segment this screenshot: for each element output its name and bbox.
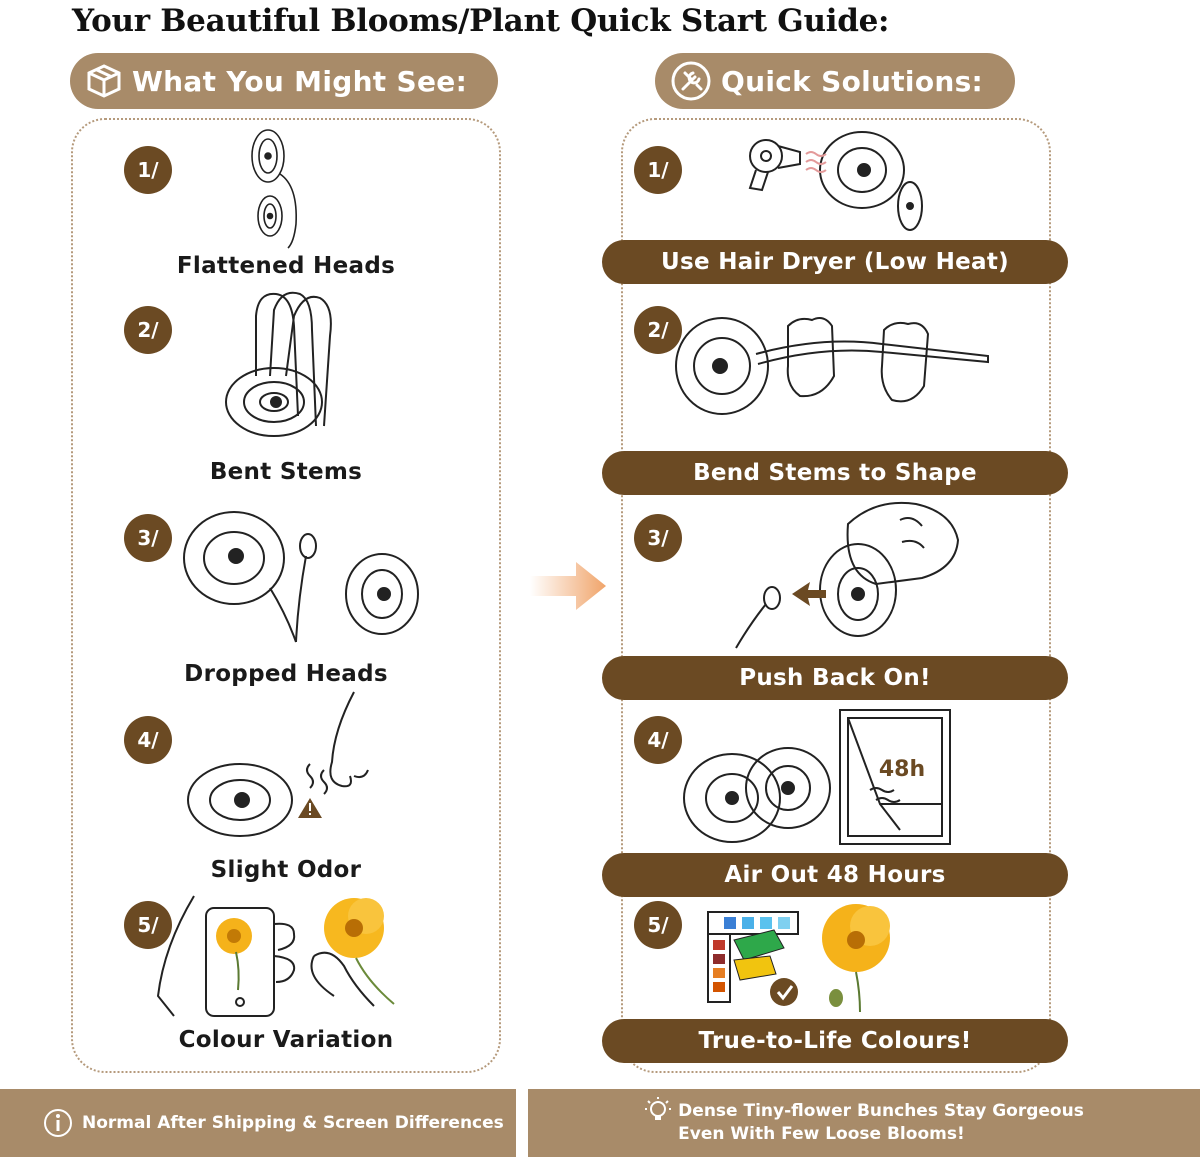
heat-waves-icon <box>806 152 826 172</box>
flattened-flower-icon <box>240 124 310 250</box>
solution-label-2: Bend Stems to Shape <box>602 451 1068 495</box>
odor-flower-icon <box>184 690 380 860</box>
left-header <box>70 53 498 109</box>
tools-icon <box>669 59 713 103</box>
true-colours-icon <box>704 900 904 1012</box>
problem-label-2: Bent Stems <box>209 459 363 485</box>
check-badge-icon <box>770 978 798 1006</box>
problem-number-3: 3/ <box>124 514 172 562</box>
dropped-heads-flower-icon <box>178 504 422 644</box>
solution-label-1: Use Hair Dryer (Low Heat) <box>602 240 1068 284</box>
footer-right <box>528 1089 1200 1157</box>
colour-variation-icon <box>154 886 444 1022</box>
footer-right-line-2: Even With Few Loose Blooms! <box>678 1124 965 1144</box>
right-header-label: Quick Solutions: <box>721 64 984 98</box>
footer-left-text: Normal After Shipping & Screen Differences <box>82 1113 504 1133</box>
hair-dryer-icon <box>744 128 934 236</box>
solution-number-4: 4/ <box>634 716 682 764</box>
yellow-poppy-icon <box>822 904 890 1012</box>
solution-label-3: Push Back On! <box>602 656 1068 700</box>
solution-label-5: True-to-Life Colours! <box>602 1019 1068 1063</box>
lightbulb-icon <box>644 1095 672 1129</box>
problem-label-5: Colour Variation <box>178 1027 394 1053</box>
problem-number-1: 1/ <box>124 146 172 194</box>
solution-number-3: 3/ <box>634 514 682 562</box>
problem-number-4: 4/ <box>124 716 172 764</box>
phone-flower-icon <box>216 918 252 990</box>
solution-number-2: 2/ <box>634 306 682 354</box>
left-header-label: What You Might See: <box>132 64 468 98</box>
solution-label-4: Air Out 48 Hours <box>602 853 1068 897</box>
solution-number-1: 1/ <box>634 146 682 194</box>
footer-left <box>0 1089 516 1157</box>
right-header <box>655 53 1015 109</box>
bent-stems-flower-icon <box>212 286 344 456</box>
box-icon <box>84 61 124 101</box>
hours-label: 48h <box>878 757 926 782</box>
problem-label-4: Slight Odor <box>210 857 362 883</box>
bend-stem-hands-icon <box>672 306 996 440</box>
problem-number-2: 2/ <box>124 306 172 354</box>
problem-number-5: 5/ <box>124 901 172 949</box>
problem-label-1: Flattened Heads <box>176 253 396 279</box>
page-title: Your Beautiful Blooms/Plant Quick Start Guide: <box>72 3 890 39</box>
footer-right-line-1: Dense Tiny-flower Bunches Stay Gorgeous <box>678 1101 1084 1121</box>
solution-number-5: 5/ <box>634 901 682 949</box>
info-icon <box>42 1107 74 1139</box>
push-head-on-icon <box>726 494 966 650</box>
problem-label-3: Dropped Heads <box>184 661 388 687</box>
right-arrow-icon <box>530 560 610 612</box>
air-out-window-icon <box>680 704 966 850</box>
